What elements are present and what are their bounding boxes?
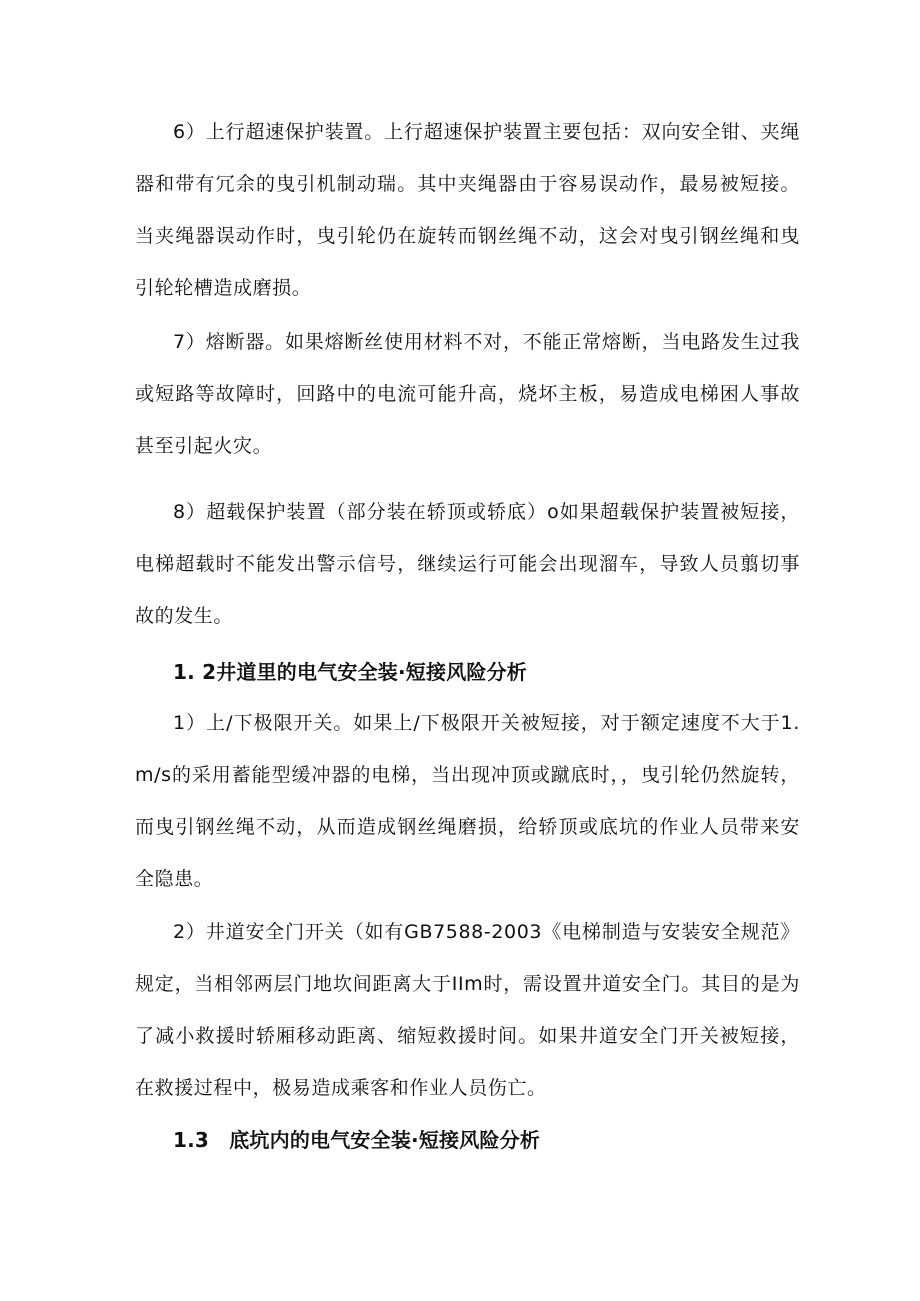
section-heading-1-2: 1. 2井道里的电气安全装·短接风险分析 — [173, 660, 527, 684]
paragraph-safety-door-switch: 2）井道安全门开关（如有GB7588-2003《电梯制造与安装安全规范》规定，当相邻两层门地坎间距离大于IIm时，需设置井道安全门。其目的是为了减小救援时轿厢移动距离、缩短救援时间。如果井道安全门开关被短接，在救援过程中，极易造成乘客和作业人员伤亡。 — [135, 921, 800, 1099]
paragraph-overspeed-protection: 6）上行超速保护装置。上行超速保护装置主要包括：双向安全钳、夹绳器和带有冗余的曳引机制动瑞。其中夹绳器由于容易误动作，最易被短接。当夹绳器误动作时，曳引轮仍在旋转而钢丝绳不动，这会对曳引钢丝绳和曳引轮轮槽造成磨损。 — [135, 121, 800, 299]
paragraph-overload-protection: 8）超载保护装置（部分装在轿顶或轿底）o如果超载保护装置被短接，电梯超载时不能发出警示信号，继续运行可能会出现溜车，导致人员翦切事故的发生。 — [135, 501, 800, 627]
paragraph-fuse: 7）熔断器。如果熔断丝使用材料不对，不能正常熔断，当电路发生过我或短路等故障时，回路中的电流可能升高，烧坏主板，易造成电梯困人事故甚至引起火灾。 — [135, 331, 800, 457]
section-heading-1-3: 1.3 底坑内的电气安全装·短接风险分析 — [173, 1128, 541, 1152]
paragraph-limit-switch: 1）上/下极限开关。如果上/下极限开关被短接，对于额定速度不大于1.m/s的采用蓄能型缓冲器的电梯，当出现冲顶或蹴底时，，曳引轮仍然旋转，而曳引钢丝绳不动，从而造成钢丝绳磨损，给轿顶或底坑的作业人员带来安全隐患。 — [135, 712, 800, 890]
